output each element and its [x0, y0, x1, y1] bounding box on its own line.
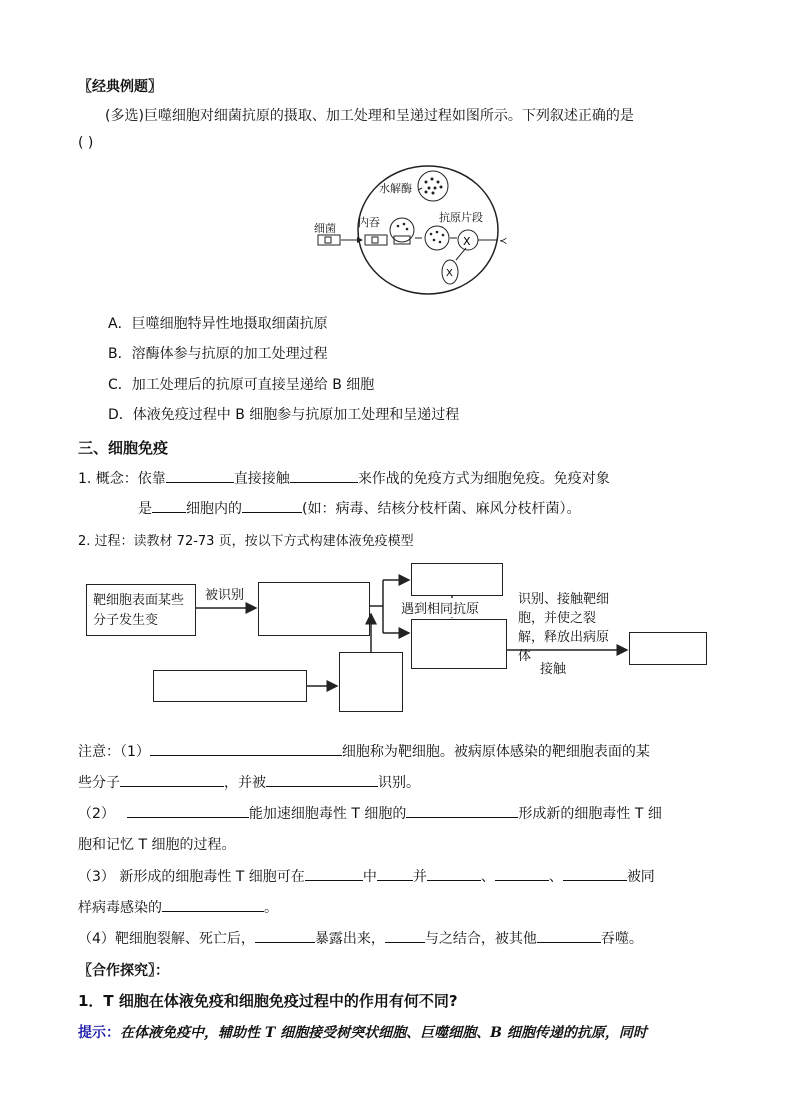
blank[interactable] — [537, 928, 601, 943]
concept-label: 1. 概念：依靠 — [78, 471, 166, 487]
svg-text:≺: ≺ — [499, 236, 508, 247]
note-text: 并 — [412, 869, 427, 885]
note2-line2: 胞和记忆 T 细胞的过程。 — [78, 837, 236, 853]
blank[interactable] — [495, 866, 549, 881]
note4-line — [78, 928, 643, 948]
option-b[interactable]: B．溶酶体参与抗原的加工处理过程 — [108, 346, 328, 362]
note-text: （4）靶细胞裂解、死亡后， — [78, 931, 255, 947]
svg-text:X: X — [463, 235, 471, 248]
note-text: ，并被 — [224, 775, 266, 791]
label-hydrolase: 水解酶 — [379, 182, 412, 195]
hint-label: 提示： — [78, 1025, 120, 1041]
concept-text: 来作战的免疫方式为细胞免疫。免疫对象 — [357, 471, 610, 487]
concept-text: 是 — [138, 501, 152, 517]
note-text: 中 — [362, 869, 377, 885]
note-text: 、 — [548, 869, 563, 885]
flow-start-text: 靶细胞表面某些分子发生变 — [93, 593, 185, 628]
answer-paren: ( ) — [78, 135, 94, 151]
note-text: 些分子 — [78, 775, 120, 791]
note2-line1 — [78, 803, 662, 823]
option-a[interactable]: A．巨噬细胞特异性地摄取细菌抗原 — [108, 316, 328, 332]
label-antigen-fragment: 抗原片段 — [439, 211, 483, 224]
blank[interactable] — [255, 928, 315, 943]
concept-text: (如：病毒、结核分枝杆菌、麻风分枝杆菌）。 — [302, 501, 581, 517]
note-text: 。 — [264, 900, 278, 916]
note-text: 、 — [480, 869, 495, 885]
note3-line2 — [78, 897, 278, 917]
note-text: （3） 新形成的细胞毒性 T 细胞可在 — [78, 869, 305, 885]
note-text: 样病毒感染的 — [78, 900, 162, 916]
blank[interactable] — [563, 866, 627, 881]
label-bacteria: 细菌 — [314, 222, 336, 235]
cooperate-title: 〖合作探究〗： — [78, 963, 169, 979]
flow-recognize-contact: 识别、接触靶细胞，并使之裂解，释放出病原体 — [518, 592, 610, 664]
question-1: 1．T 细胞在体液免疫和细胞免疫过程中的作用有何不同? — [78, 992, 458, 1010]
blank[interactable] — [305, 866, 363, 881]
flow-contact: 接触 — [540, 662, 567, 677]
note-text: 与之结合，被其他 — [424, 931, 537, 947]
option-c[interactable]: C．加工处理后的抗原可直接呈递给 B 细胞 — [108, 377, 375, 393]
flow-meet-antigen: 遇到相同抗原 — [401, 598, 479, 617]
svg-text:X: X — [446, 268, 453, 279]
blank[interactable] — [385, 928, 425, 943]
concept-text: 直接接触 — [233, 471, 290, 487]
hint-line — [78, 1022, 647, 1042]
blank[interactable] — [127, 803, 249, 818]
concept-text: 细胞内的 — [186, 501, 242, 517]
section3-title: 三、细胞免疫 — [78, 439, 169, 457]
blank[interactable] — [427, 866, 481, 881]
question-stem: (多选)巨噬细胞对细菌抗原的摄取、加工处理和呈递过程如图所示。下列叙述正确的是 — [105, 108, 634, 124]
note1-line2 — [78, 772, 420, 792]
note1-line1 — [78, 741, 650, 761]
blank[interactable] — [406, 803, 518, 818]
note-text: 暴露出来， — [314, 931, 385, 947]
note-text: 细胞称为靶细胞。被病原体感染的靶细胞表面的某 — [341, 744, 650, 760]
blank[interactable] — [266, 772, 378, 787]
note-text: 注意：（1） — [78, 744, 150, 760]
note-text: 吞噬。 — [600, 931, 643, 947]
process-line: 2. 过程：读教材 72-73 页，按以下方式构建体液免疫模型 — [78, 534, 414, 549]
blank[interactable] — [150, 741, 342, 756]
note-text: （2） — [78, 806, 115, 822]
blank[interactable] — [377, 866, 413, 881]
section-example-title: 〖经典例题〗 — [78, 79, 162, 95]
note-text: 识别。 — [378, 775, 420, 791]
note-text: 能加速细胞毒性 T 细胞的 — [248, 806, 407, 822]
option-d[interactable]: D．体液免疫过程中 B 细胞参与抗原加工处理和呈递过程 — [108, 407, 460, 423]
hint-text: 在体液免疫中，辅助性 T 细胞接受树突状细胞、巨噬细胞、B 细胞传递的抗原，同时 — [120, 1025, 647, 1041]
blank[interactable] — [162, 897, 264, 912]
flow-recognized: 被识别 — [205, 588, 245, 603]
note-text: 被同 — [626, 869, 655, 885]
label-engulf: 内吞 — [358, 216, 380, 229]
note-text: 形成新的细胞毒性 T 细 — [518, 806, 662, 822]
note3-line1 — [78, 866, 655, 886]
blank[interactable] — [120, 772, 224, 787]
